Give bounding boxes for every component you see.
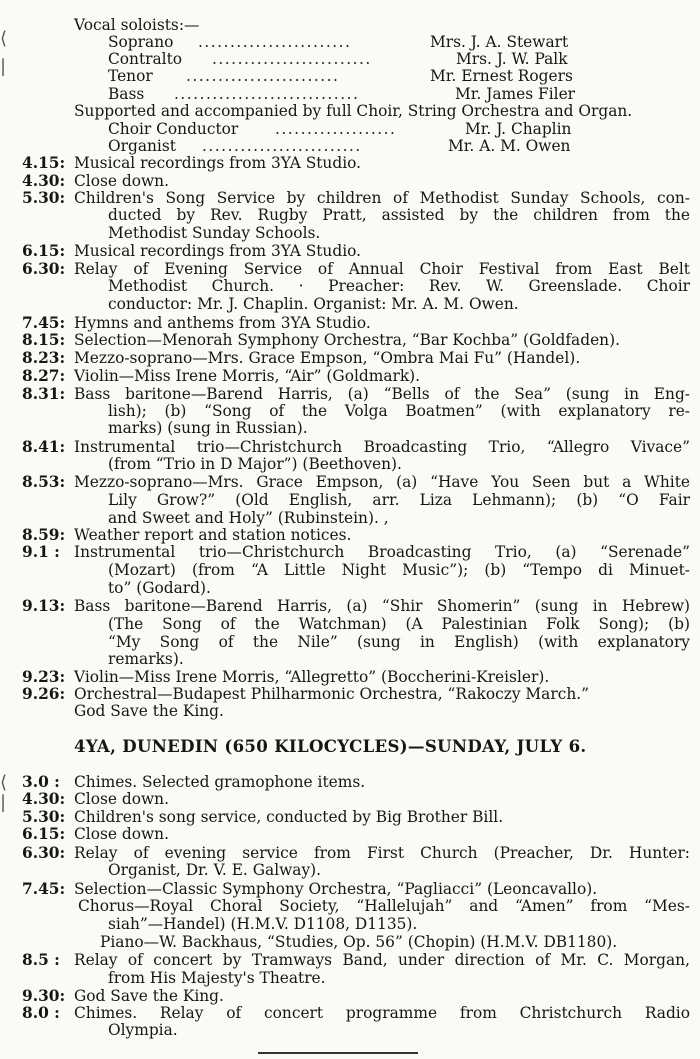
soloist-name: Mrs. J. W. Palk [456, 50, 568, 68]
leader-dots: ......................... [202, 137, 362, 155]
soloist-role: Contralto [108, 50, 183, 68]
entry-text: Methodist Sunday Schools. [108, 224, 321, 242]
entry-text: Relay of Evening Service of Annual Choir Festival from East Belt [74, 260, 690, 278]
staff-role: Organist [108, 137, 176, 155]
entry-time: 6.15: [22, 242, 66, 260]
entry-text: siah”—Handel) (H.M.V. D1108, D1135). [108, 915, 418, 933]
entry-text: lish); (b) “Song of the Volga Boatmen” (with explanatory re- [108, 402, 690, 420]
entry-time: 7.45: [22, 314, 66, 332]
entry-text: to” (Godard). [108, 579, 211, 597]
entry-text: (The Song of the Watchman) (A Palestinian Folk Song); (b) [108, 615, 690, 633]
entry-text: marks) (sung in Russian). [108, 419, 308, 437]
bottom-rule [258, 1052, 418, 1054]
entry-time: 8.5 : [22, 951, 60, 969]
soloist-name: Mr. Ernest Rogers [430, 67, 573, 85]
entry-text: Instrumental trio—Christchurch Broadcasting Trio, “Allegro Vivace” [74, 438, 690, 456]
entry-time: 9.1 : [22, 543, 60, 561]
entry-text: Bass baritone—Barend Harris, (a) “Shir Shomerin” (sung in Hebrew) [74, 597, 690, 615]
entry-text: Children's song service, conducted by Big Brother Bill. [74, 808, 504, 826]
entry-text: Musical recordings from 3YA Studio. [74, 242, 362, 260]
entry-time: 8.31: [22, 385, 66, 403]
entry-text: Selection—Classic Symphony Orchestra, “Pagliacci” (Leoncavallo). [74, 880, 598, 898]
entry-text: Close down. [74, 172, 169, 190]
entry-text: Selection—Menorah Symphony Orchestra, “Bar Kochba” (Goldfaden). [74, 331, 620, 349]
entry-text: and Sweet and Holy” (Rubinstein). , [108, 509, 389, 527]
entry-text: Mezzo-soprano—Mrs. Grace Empson, (a) “Have You Seen but a White [74, 473, 690, 491]
margin-mark: | [0, 792, 7, 813]
entry-text: (from “Trio in D Major”) (Beethoven). [108, 455, 402, 473]
entry-time: 8.23: [22, 349, 66, 367]
entry-text: Close down. [74, 825, 169, 843]
entry-text: Bass baritone—Barend Harris, (a) “Bells of the Sea” (sung in Eng- [74, 385, 690, 403]
entry-text: Violin—Miss Irene Morris, “Allegretto” (Boccherini-Kreisler). [74, 668, 550, 686]
soloist-name: Mrs. J. A. Stewart [430, 33, 569, 51]
entry-time: 9.13: [22, 597, 66, 615]
station-heading: 4YA, DUNEDIN (650 KILOCYCLES)—SUNDAY, JULY 6. [74, 736, 587, 756]
soloist-name: Mr. James Filer [455, 85, 576, 103]
entry-time: 8.0 : [22, 1004, 60, 1022]
entry-text: Hymns and anthems from 3YA Studio. [74, 314, 371, 332]
entry-time: 6.30: [22, 844, 66, 862]
entry-text: Relay of concert by Tramways Band, under direction of Mr. C. Morgan, [74, 951, 690, 969]
entry-time: 7.45: [22, 880, 66, 898]
entry-text: Piano—W. Backhaus, “Studies, Op. 56” (Chopin) (H.M.V. DB1180). [100, 933, 618, 951]
soloist-role: Tenor [108, 67, 153, 85]
leader-dots: ......................... [212, 50, 372, 68]
entry-text: conductor: Mr. J. Chaplin. Organist: Mr. A. M. Owen. [108, 295, 519, 313]
entry-text: Lily Grow?” (Old English, arr. Liza Lehmann); (b) “O Fair [108, 491, 690, 509]
entry-text: Chimes. Relay of concert programme from Christchurch Radio [74, 1004, 690, 1022]
entry-time: 5.30: [22, 808, 66, 826]
entry-time: 8.41: [22, 438, 66, 456]
leader-dots: ........................ [186, 67, 340, 85]
entry-text: Close down. [74, 790, 169, 808]
margin-mark: | [0, 56, 7, 77]
entry-time: 6.15: [22, 825, 66, 843]
entry-text: Children's Song Service by children of Methodist Sunday Schools, con- [74, 189, 690, 207]
entry-text: “My Song of the Nile” (sung in English) (with explanatory [108, 633, 690, 651]
entry-text: Musical recordings from 3YA Studio. [74, 154, 362, 172]
entry-text: Violin—Miss Irene Morris, “Air” (Goldmark). [74, 367, 421, 385]
entry-time: 3.0 : [22, 773, 60, 791]
leader-dots: ................... [275, 120, 397, 138]
entry-time: 6.30: [22, 260, 66, 278]
entry-text: (Mozart) (from “A Little Night Music”); (b) “Tempo di Minuet- [108, 561, 690, 579]
staff-name: Mr. J. Chaplin [465, 120, 572, 138]
entry-text: Olympia. [108, 1021, 178, 1039]
entry-text: Organist, Dr. V. E. Galway). [108, 861, 322, 879]
entry-time: 8.53: [22, 473, 66, 491]
supported-text: Supported and accompanied by full Choir, String Orchestra and Organ. [74, 102, 633, 120]
margin-mark: ⟨ [0, 772, 8, 793]
entry-text: Orchestral—Budapest Philharmonic Orchestra, “Rakoczy March.” [74, 685, 589, 703]
staff-name: Mr. A. M. Owen [448, 137, 571, 155]
soloist-role: Bass [108, 85, 145, 103]
entry-time: 5.30: [22, 189, 66, 207]
entry-time: 8.27: [22, 367, 66, 385]
entry-text: remarks). [108, 650, 184, 668]
leader-dots: ........................ [198, 33, 352, 51]
entry-text: from His Majesty's Theatre. [108, 969, 326, 987]
soloists-intro: Vocal soloists:— [74, 16, 200, 34]
entry-text: God Save the King. [74, 987, 224, 1005]
entry-text: Instrumental trio—Christchurch Broadcasting Trio, (a) “Serenade” [74, 543, 690, 561]
entry-time: 9.23: [22, 668, 66, 686]
entry-time: 4.30: [22, 790, 66, 808]
margin-mark: ⟨ [0, 28, 8, 49]
entry-text: God Save the King. [74, 702, 224, 720]
entry-time: 4.30: [22, 172, 66, 190]
entry-text: Relay of evening service from First Church (Preacher, Dr. Hunter: [74, 844, 690, 862]
staff-role: Choir Conductor [108, 120, 239, 138]
entry-time: 8.59: [22, 526, 66, 544]
entry-text: ducted by Rev. Rugby Pratt, assisted by the children from the [108, 206, 690, 224]
entry-time: 9.26: [22, 685, 66, 703]
soloist-role: Soprano [108, 33, 174, 51]
entry-text: Weather report and station notices. [74, 526, 352, 544]
entry-text: Mezzo-soprano—Mrs. Grace Empson, “Ombra Mai Fu” (Handel). [74, 349, 581, 367]
entry-text: Chorus—Royal Choral Society, “Hallelujah” and “Amen” from “Mes- [78, 897, 690, 915]
entry-text: Chimes. Selected gramophone items. [74, 773, 366, 791]
entry-text: Methodist Church. · Preacher: Rev. W. Greenslade. Choir [108, 277, 690, 295]
entry-time: 4.15: [22, 154, 66, 172]
leader-dots: ............................. [174, 85, 360, 103]
entry-time: 8.15: [22, 331, 66, 349]
entry-time: 9.30: [22, 987, 66, 1005]
